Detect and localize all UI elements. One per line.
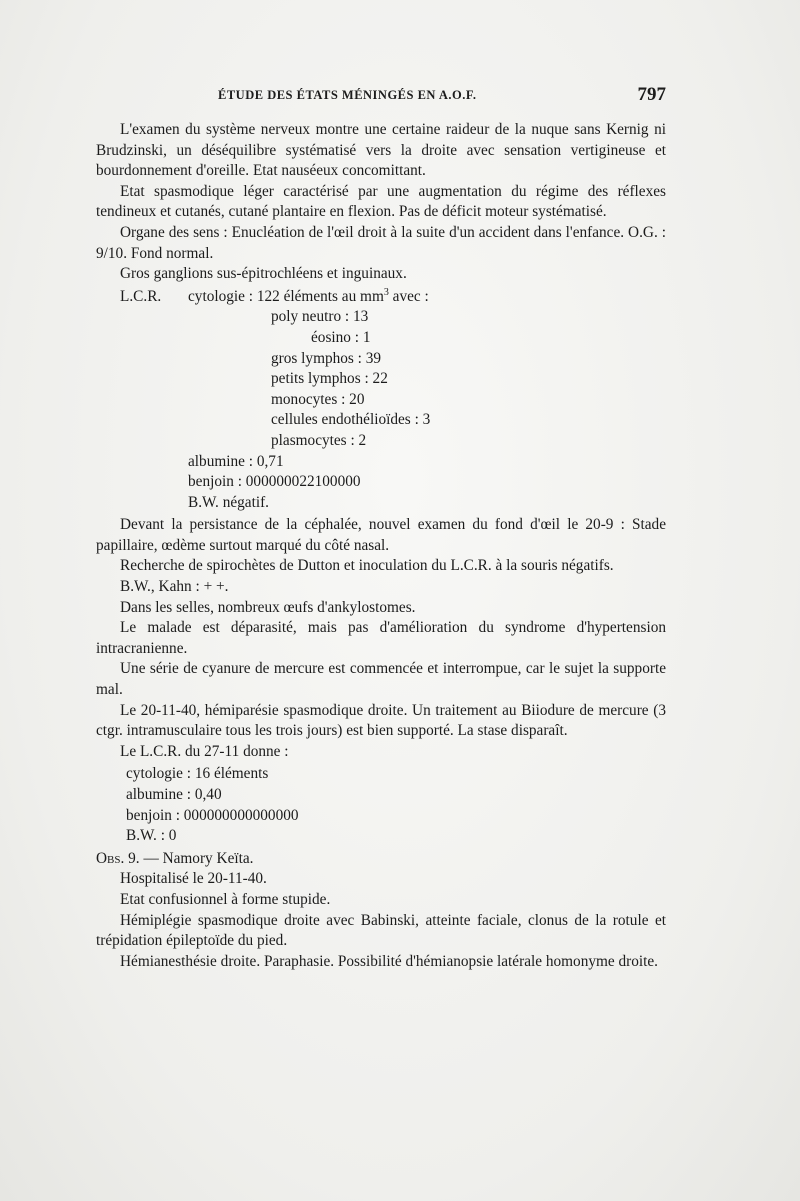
paragraph-lcr-27-11: Le L.C.R. du 27-11 donne : — [120, 742, 289, 760]
lcr-poly-neutro: poly neutro : 13 — [271, 308, 369, 326]
paragraph-hemianesthesie: Hémianesthésie droite. Paraphasie. Possibilité d'hémianopsie latérale homonyme droite. — [120, 952, 659, 970]
lcr2-bw: B.W. : 0 — [126, 827, 177, 845]
paragraph-deparasitized: Le malade est déparasité, mais pas d'amélioration du syndrome d'hypertension intracranienne. — [96, 619, 666, 657]
paragraph-confusional: Etat confusionnel à forme stupide. — [120, 890, 331, 908]
lcr-results-1 — [96, 287, 666, 514]
page-number: 797 — [637, 84, 666, 105]
paragraph-hemiparesie: Le 20-11-40, hémiparésie spasmodique droite. Un traitement au Biiodure de mercure (3 ctgr. intramusculaire tous les trois jours) est bien supporté. La stase disparaît. — [96, 701, 666, 740]
lcr-monocytes: monocytes : 20 — [271, 390, 365, 408]
body-text — [96, 120, 666, 972]
lcr-bw: B.W. négatif. — [188, 493, 270, 511]
paragraph-hemiplegie: Hémiplégie spasmodique droite avec Babinski, atteinte faciale, clonus de la rotule et trépidation épileptoïde du pied. — [96, 911, 666, 950]
paragraph-sense-organs: Organe des sens : Enucléation de l'œil droit à la suite d'un accident dans l'enfance. O.G. : 9/10. Fond normal. — [96, 223, 666, 262]
lcr-benjoin: benjoin : 000000022100000 — [188, 473, 361, 491]
lcr-endothelioides: cellules endothélioïdes : 3 — [271, 411, 431, 429]
paragraph-bw-kahn: B.W., Kahn : + +. — [120, 578, 229, 596]
paragraph-hospitalized: Hospitalisé le 20-11-40. — [120, 870, 267, 888]
lcr-plasmocytes: plasmocytes : 2 — [271, 431, 367, 449]
lcr-eosino: éosino : 1 — [311, 328, 371, 346]
lcr2-cytologie: cytologie : 16 éléments — [126, 765, 269, 783]
lcr-albumine: albumine : 0,71 — [188, 452, 284, 470]
observation-title: Obs. 9. — Namory Keïta. — [96, 849, 254, 867]
lcr-petits-lymphos: petits lymphos : 22 — [271, 370, 388, 388]
paragraph-spasmodic-state: Etat spasmodique léger caractérisé par une augmentation du régime des réflexes tendineux et cutanés, cutané plantaire en flexion. Pas de déficit moteur systématisé. — [96, 182, 666, 221]
lcr-cytologie: cytologie : 122 éléments au $mm^3$ avec : — [188, 286, 429, 305]
paragraph-spirochetes: Recherche de spirochètes de Dutton et inoculation du L.C.R. à la souris négatifs. — [120, 557, 614, 575]
paragraph-stools: Dans les selles, nombreux œufs d'ankylostomes. — [120, 598, 416, 616]
lcr-gros-lymphos: gros lymphos : 39 — [271, 349, 382, 367]
paragraph-cyanure: Une série de cyanure de mercure est commencée et interrompue, car le sujet la supporte mal. — [96, 660, 666, 699]
lcr2-albumine: albumine : 0,40 — [126, 786, 222, 803]
paragraph-fundus-exam: Devant la persistance de la céphalée, nouvel examen du fond d'œil le 20-9 : Stade papillaire, œdème surtout marqué du côté nasal. — [96, 516, 666, 554]
page-header — [96, 84, 666, 110]
paragraph-nervous-system: L'examen du système nerveux montre une certaine raideur de la nuque sans Kernig ni Brudzinski, un déséquilibre systématisé vers la droite avec sensation vertigineuse et bourdonnement d'oreille. Etat nauséeux concomittant. — [96, 121, 666, 180]
lcr-label: L.C.R. — [120, 287, 162, 305]
lcr-results-2 — [96, 764, 666, 846]
lcr2-benjoin: benjoin : 000000000000000 — [126, 806, 299, 824]
paragraph-ganglions: Gros ganglions sus-épitrochléens et inguinaux. — [120, 265, 407, 283]
running-title: ÉTUDE DES ÉTATS MÉNINGÉS EN A.O.F. — [218, 88, 477, 102]
